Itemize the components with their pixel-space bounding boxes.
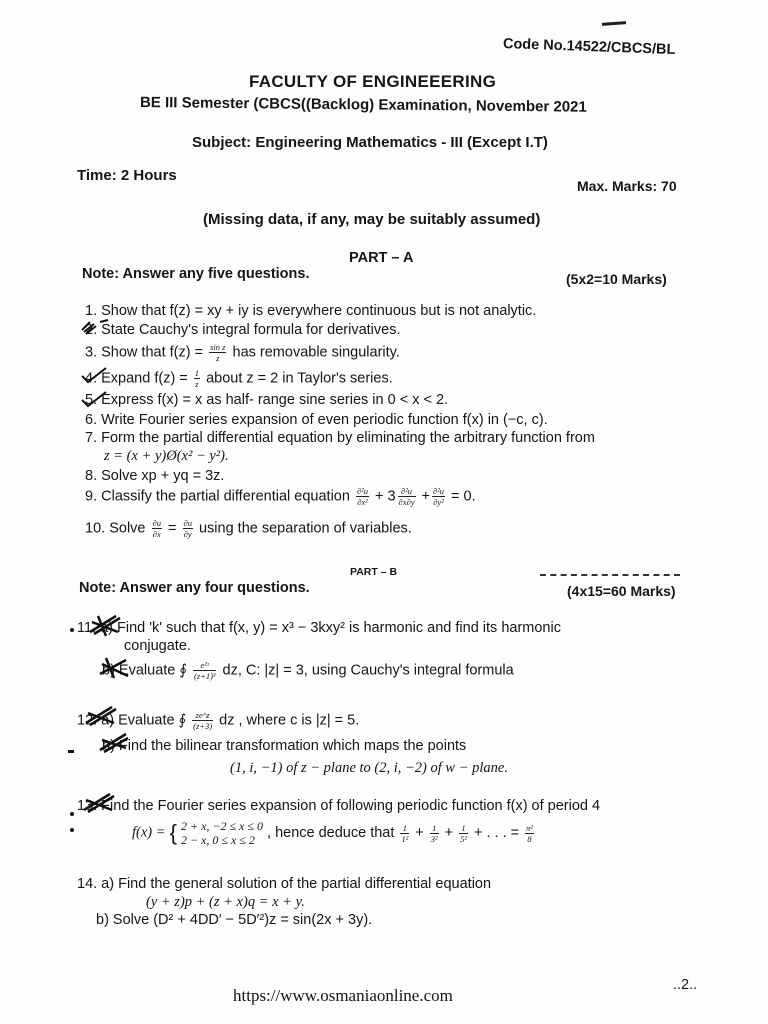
dot-mark bbox=[70, 828, 74, 832]
tick-mark-icon bbox=[80, 318, 112, 338]
question-12b-line-2: (1, i, −1) of z − plane to (2, i, −2) of w − plane. bbox=[230, 760, 508, 776]
dot-mark bbox=[70, 628, 74, 632]
question-6: 6. Write Fourier series expansion of even periodic function f(x) in (−c, c). bbox=[85, 412, 548, 428]
dot-mark bbox=[70, 812, 74, 816]
part-a-marks: (5x2=10 Marks) bbox=[566, 271, 667, 287]
question-4: 4. Expand f(z) = $\frac{1}{z}$ about z = 2 in Taylor's series. bbox=[85, 368, 393, 389]
question-8: 8. Solve xp + yq = 3z. bbox=[85, 468, 225, 484]
question-14a: 14. a) Find the general solution of the partial differential equation bbox=[77, 876, 492, 892]
subject-title: Subject: Engineering Mathematics - III (Except I.T) bbox=[192, 134, 548, 151]
question-11b: b) Evaluate ∮ $\frac{\text{e²ᶻ}}{\text{(z+1)³}}$ dz, C: |z| = 3, using Cauchy's integral formula bbox=[102, 660, 514, 681]
question-12b: b) Find the bilinear transformation which maps the points bbox=[102, 738, 467, 754]
question-14a-line-2: (y + z)p + (z + x)q = x + y. bbox=[146, 894, 305, 910]
faculty-title: FACULTY OF ENGINEEERING bbox=[249, 72, 497, 91]
footer-url[interactable]: https://www.osmaniaonline.com bbox=[233, 986, 453, 1005]
scribble-mark-icon bbox=[80, 790, 120, 816]
tick-mark-icon bbox=[80, 366, 110, 386]
question-5: 5. Express f(x) = x as half- range sine series in 0 < x < 2. bbox=[85, 392, 449, 408]
question-12a: 12. a) Evaluate ∮ $\frac{ze\^{}z}{(z+3)}$ dz , where c is |z| = 5. bbox=[77, 710, 360, 731]
question-7-line-2: z = (x + y)Ø(x² − y²). bbox=[104, 448, 229, 464]
page-indicator: ..2.. bbox=[673, 977, 698, 993]
tick-mark-icon bbox=[80, 390, 110, 410]
dash-mark bbox=[540, 574, 680, 576]
part-b-note: Note: Answer any four questions. bbox=[79, 580, 310, 596]
time-label: Time: 2 Hours bbox=[77, 167, 177, 184]
part-a-note: Note: Answer any five questions. bbox=[82, 266, 310, 282]
question-11a-line-2: conjugate. bbox=[124, 638, 191, 654]
question-13: 13. Find the Fourier series expansion of following periodic function f(x) of period 4 bbox=[77, 798, 601, 814]
scribble-mark-icon bbox=[86, 612, 126, 638]
missing-data-note: (Missing data, if any, may be suitably assumed) bbox=[203, 211, 541, 228]
question-7: 7. Form the partial differential equation by eliminating the arbitrary function from bbox=[85, 430, 595, 446]
part-a-title: PART – A bbox=[349, 250, 414, 266]
exam-title: BE III Semester (CBCS((Backlog) Examination, November 2021 bbox=[139, 94, 587, 116]
part-b-title: PART – B bbox=[350, 566, 398, 578]
dot-mark bbox=[68, 750, 74, 753]
question-14b: b) Solve (D² + 4DD′ − 5D′²)z = sin(2x + 3y). bbox=[96, 912, 373, 928]
scribble-mark-icon bbox=[96, 656, 132, 680]
question-10: 10. Solve $\frac{\partial u}{\partial x}$ = $\frac{\partial u}{\partial y}$ using the separation of variables. bbox=[85, 518, 412, 539]
code-number: Code No.14522/CBCS/BL bbox=[502, 36, 676, 59]
top-pen-mark bbox=[602, 21, 626, 26]
question-3: 3. Show that f(z) = $\frac{\text{sin z}}{z}$ has removable singularity. bbox=[85, 342, 400, 363]
question-9: 9. Classify the partial differential equation $\frac{\text{∂²u}}{\text{∂x²}}$ + 3 $\frac{\text{∂²u}}{\partial x\partial y}$ + $\frac{\text{∂²u}}{\text{∂y²}}$ = 0. bbox=[85, 486, 476, 507]
scribble-mark-icon bbox=[96, 730, 132, 756]
max-marks: Max. Marks: 70 bbox=[577, 178, 677, 194]
part-b-marks: (4x15=60 Marks) bbox=[567, 583, 676, 599]
question-11a: 11. a) Find 'k' such that f(x, y) = x³ − 3kxy² is harmonic and find its harmonic bbox=[77, 620, 561, 636]
question-2: 2. State Cauchy's integral formula for derivatives. bbox=[85, 322, 401, 338]
scribble-mark-icon bbox=[82, 703, 122, 729]
question-1: 1. Show that f(z) = xy + iy is everywhere continuous but is not analytic. bbox=[85, 303, 537, 319]
question-13-function: f(x) = { 2 + x, −2 ≤ x ≤ 0 2 − x, 0 ≤ x ≤ 2 , hence deduce that $\frac{1}{\text{1²}}$ + $\frac{1}{\text{3²}}$ + $\frac{1}{\text{5²}}$ + . . . = $\frac{\text{π²}}{8}$ bbox=[132, 819, 533, 847]
